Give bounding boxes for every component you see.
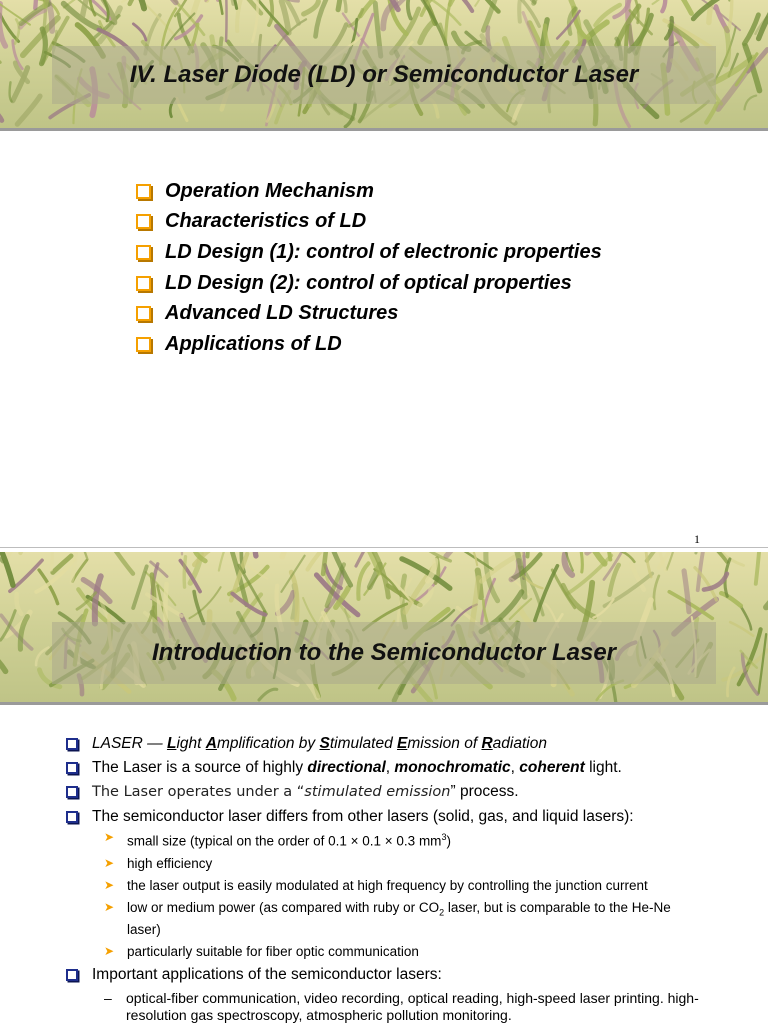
emphasis-stimulated-emission: stimulated emission [304,784,451,800]
checkbox-bullet-icon [136,245,151,260]
acronym-letter: A [205,735,217,752]
text-run: low or medium power (as compared with ruby or CO [127,899,440,915]
title-band [52,46,716,104]
checkbox-bullet-icon [66,969,78,981]
text-run: laser, but is comparable to the He-Ne laser) [127,899,671,938]
sub-item-text [127,899,684,939]
acronym-word: timulated [329,735,398,752]
outline-item [136,329,602,360]
outline-item-text: Advanced LD Structures [165,302,399,325]
acronym-word: mission of [407,735,482,752]
sub-item-power [104,899,684,939]
bullet-stimulated-emission [66,782,746,802]
checkbox-bullet-icon [136,214,151,229]
outline-item [136,176,602,207]
bullet-applications [66,965,746,984]
outline-item [136,207,602,238]
checkbox-bullet-icon [136,276,151,291]
emphasis-monochromatic: monochromatic [394,759,511,776]
outline-item [136,268,602,299]
checkbox-bullet-icon [66,811,78,823]
sub-item-fiber [104,943,746,960]
outline-item [136,237,602,268]
arrow-bullet-icon: ➤ [104,855,115,870]
grass-blade [226,0,227,41]
sub-item-modulated [104,877,746,894]
subscript: 2 [439,907,445,918]
title-divider [0,128,768,131]
outline-item [136,298,602,329]
acronym-word: mplification by [216,735,320,752]
bullet-laser-acronym [66,734,746,753]
outline-item-text: Characteristics of LD [165,210,367,233]
sub-item-efficiency [104,855,746,872]
arrow-bullet-icon: ➤ [104,944,115,959]
outline-item-text: LD Design (1): control of electronic properties [165,240,602,263]
grass-banner [0,0,768,128]
page-number: 1 [694,532,700,546]
text-run: small size (typical on the order of 0.1 [127,833,351,849]
title-band [52,622,716,684]
slide-2 [0,548,768,1024]
grass-blade [519,0,521,22]
grass-banner [0,552,768,702]
em-dash: — [142,735,167,752]
text-run: The Laser operates under a “ [92,784,305,800]
checkbox-bullet-icon [66,738,78,750]
slide-content [66,734,746,1024]
outline-list [136,176,602,360]
outline-item-text: LD Design (2): control of optical properties [165,271,572,294]
acronym-letter: S [319,735,330,752]
text-run: , [510,759,520,776]
checkbox-bullet-icon [136,337,151,352]
sub-item-text: the laser output is easily modulated at high frequency by controlling the junction current [127,877,648,893]
acronym-word: adiation [492,735,547,752]
bullet-text: Important applications of the semiconductor lasers: [92,966,442,984]
acronym-letter: E [397,735,408,752]
title-divider [0,702,768,705]
bullet-text [92,758,622,777]
outline-item-text: Applications of LD [165,332,342,355]
bullet-text: The semiconductor laser differs from other lasers (solid, gas, and liquid lasers): [92,808,634,825]
bullet-differs [66,807,746,826]
sub-item-text: high efficiency [127,855,213,871]
checkbox-bullet-icon [66,786,78,798]
checkbox-bullet-icon [136,184,151,199]
laser-word: LASER [92,735,143,752]
checkbox-bullet-icon [136,306,151,321]
bullet-text [92,734,547,753]
grass-blade [608,552,610,560]
text-run: 0.3 mm [392,833,442,849]
outline-item-text: Operation Mechanism [165,179,374,202]
text-run: ) [446,833,451,849]
times-sign: × [384,833,393,849]
acronym-word: ight [176,735,206,752]
emphasis-directional: directional [307,759,386,776]
acronym-letter: L [166,735,177,752]
text-run: 0.1 [358,833,385,849]
dash-item-text: optical-fiber communication, video recording, optical reading, high-speed laser printing. high-resolution gas spectroscopy, atmospheric pollution monitoring. [126,990,699,1024]
bullet-text [92,782,519,802]
grass-blade [255,552,258,556]
times-sign: × [350,833,359,849]
checkbox-bullet-icon [66,762,78,774]
dash-marker: – [104,990,112,1007]
acronym-letter: R [481,735,493,752]
superscript: 3 [441,832,447,842]
slide-title: IV. Laser Diode (LD) or Semiconductor Laser [129,61,639,88]
bullet-laser-source [66,758,746,777]
text-run: The Laser is a source of highly [92,759,308,776]
arrow-bullet-icon: ➤ [104,830,115,844]
arrow-bullet-icon: ➤ [104,899,115,914]
text-run: light. [584,759,622,776]
text-run: ” process. [450,783,519,800]
sub-item-text [127,829,451,850]
sub-item-small-size [104,829,746,850]
grass-blade [184,557,185,587]
dash-item-applications [104,990,714,1024]
arrow-bullet-icon: ➤ [104,877,115,892]
text-run: , [385,759,395,776]
slide-title: Introduction to the Semiconductor Laser [151,639,617,666]
sub-item-text: particularly suitable for fiber optic communication [127,944,419,960]
grass-blade [726,28,729,65]
emphasis-coherent: coherent [519,759,585,776]
